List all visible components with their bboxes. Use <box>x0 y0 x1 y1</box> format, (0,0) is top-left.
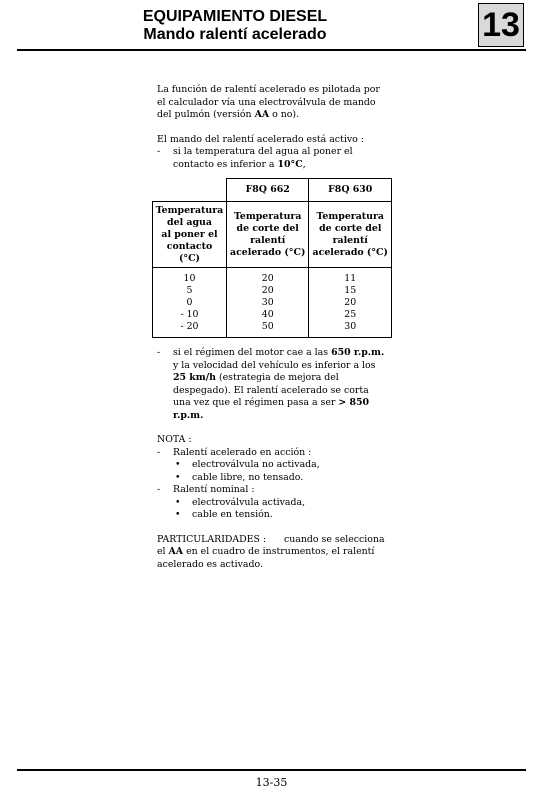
chapter-number-box: 13 <box>478 3 524 47</box>
nota-bullet <box>157 497 389 510</box>
intro-text-end: o no). <box>269 109 300 120</box>
condition2-bold: > 850 r.p.m. <box>173 397 370 421</box>
condition2-text: (estrategia de mejora del despegado). El ralentí acelerado se corta una vez que el régimen pasa a ser <box>173 372 369 408</box>
nota-item-text: Ralentí nominal : <box>173 484 255 495</box>
cutoff-temp-header-630 <box>309 202 392 268</box>
model-header-f8q662: F8Q 662 <box>226 179 309 202</box>
header-line: acelerado (°C) <box>312 246 388 258</box>
particularidades-paragraph <box>157 534 389 572</box>
bullet-text: cable libre, no tensado. <box>192 471 304 483</box>
active-heading: El mando del ralentí acelerado está activo : <box>157 133 364 145</box>
header-line: al poner el <box>161 228 218 240</box>
condition-temperature <box>157 146 389 171</box>
condition1-bold: 10°C <box>277 158 303 170</box>
bullet-icon: • <box>175 509 181 520</box>
header-line: Temperatura <box>155 204 224 216</box>
section-subtitle: Mando ralentí acelerado <box>143 26 327 43</box>
table-cell: 5 <box>186 285 193 296</box>
table-cell: 20 <box>344 297 357 308</box>
particularidades-text: en el cuadro de instrumentos, el ralentí acelerado es activado. <box>157 546 375 570</box>
condition1-end: , <box>302 158 306 170</box>
table-cell: - 10 <box>180 309 199 320</box>
header-line: contacto <box>166 240 213 252</box>
table-cell: 20 <box>261 285 274 296</box>
table-blank-cell <box>153 179 227 202</box>
main-content <box>157 84 389 171</box>
header-line: Temperatura <box>233 210 302 222</box>
table-cell: 30 <box>261 297 274 308</box>
nota-item <box>157 447 389 460</box>
table-cell: 25 <box>344 309 357 320</box>
table-cell: 30 <box>344 321 357 332</box>
dash-marker: - <box>157 146 161 157</box>
condition2-bold: 650 r.p.m. <box>331 347 385 358</box>
page-number: 13-35 <box>255 776 288 789</box>
header-line: (°C) <box>178 252 200 264</box>
dash-marker: - <box>157 484 161 495</box>
header-line: de corte del <box>236 222 299 234</box>
cutoff-values-662 <box>226 268 309 338</box>
condition-text <box>173 347 389 422</box>
particularidades-text: cuando se selecciona el <box>157 533 385 557</box>
cutoff-temp-header-662 <box>226 202 309 268</box>
nota-label: NOTA : <box>157 434 192 445</box>
bullet-icon: • <box>175 471 181 483</box>
nota-item-text: Ralentí acelerado en acción : <box>173 446 312 458</box>
model-header-f8q630: F8Q 630 <box>309 179 392 202</box>
bullet-text: cable en tensión. <box>192 509 273 520</box>
footer-divider <box>17 769 526 771</box>
table-cell: 20 <box>261 273 274 284</box>
particularidades-bold: AA <box>168 546 184 557</box>
nota-item <box>157 484 389 497</box>
dash-marker: - <box>157 446 161 458</box>
table-cell: 11 <box>344 273 357 284</box>
section-title: EQUIPAMIENTO DIESEL <box>142 8 328 25</box>
condition-text <box>173 146 389 171</box>
bullet-text: electroválvula no activada, <box>192 459 320 470</box>
page-header-title <box>0 8 470 44</box>
header-line: Temperatura <box>316 210 384 222</box>
particularidades-label: PARTICULARIDADES : <box>157 533 267 545</box>
table-cell: 50 <box>261 321 274 332</box>
condition2-bold: 25 km/h <box>173 372 216 383</box>
condition-engine-speed <box>157 347 389 422</box>
condition1-text: si la temperatura del agua al poner el contacto es inferior a <box>173 146 353 170</box>
header-line: ralentí <box>332 234 368 246</box>
intro-bold: AA <box>254 109 270 120</box>
bullet-icon: • <box>175 496 181 508</box>
table-cell: 40 <box>261 309 274 320</box>
intro-paragraph <box>157 84 389 122</box>
nota-bullet <box>157 472 389 485</box>
nota-bullet <box>157 459 389 472</box>
temperature-table-wrap <box>152 178 392 338</box>
table-cell: 10 <box>183 273 196 284</box>
header-line: del agua <box>167 216 212 228</box>
table-cell: - 20 <box>180 321 199 332</box>
bullet-icon: • <box>175 459 181 470</box>
condition2-text: si el régimen del motor cae a las <box>173 347 332 358</box>
bullet-text: electroválvula activada, <box>192 496 306 508</box>
dash-marker: - <box>157 347 161 358</box>
intro-text: La función de ralentí acelerado es pilotada por el calculador vía una electroválvula de mando del pulmón (versión <box>157 84 380 120</box>
condition2-text: y la velocidad del vehículo es inferior a los <box>173 359 376 371</box>
table-cell: 0 <box>186 297 193 308</box>
cutoff-values-630 <box>309 268 392 338</box>
header-line: ralentí <box>250 234 286 246</box>
header-divider <box>17 49 526 51</box>
nota-bullet <box>157 509 389 522</box>
lower-content <box>157 347 389 571</box>
water-temp-values <box>153 268 227 338</box>
water-temp-header <box>153 202 227 268</box>
header-line: acelerado (°C) <box>230 246 306 258</box>
table-cell: 15 <box>344 285 357 296</box>
header-line: de corte del <box>319 222 382 234</box>
temperature-table <box>152 178 392 338</box>
